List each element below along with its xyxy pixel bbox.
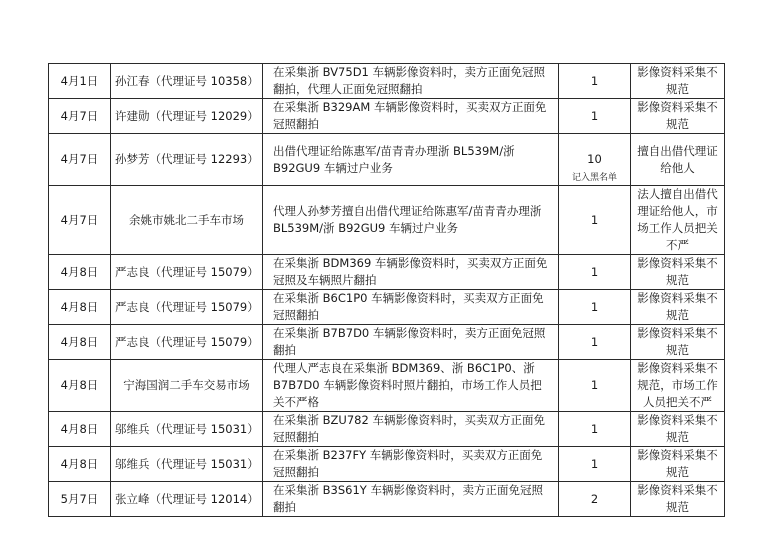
row-count-text: 1 [590, 421, 599, 436]
row-name [111, 482, 263, 517]
row-name-text: 邬维兵（代理证号 15031） [115, 421, 259, 436]
row-note-text: 影像资料采集不规范 [637, 65, 718, 96]
row-cause [263, 412, 559, 447]
row-note-text: 影像资料采集不规范 [637, 291, 718, 322]
row-cause-text: 在采集浙 BV75D1 车辆影像资料时，卖方正面免冠照翻拍，代理人正面免冠照翻拍 [273, 65, 546, 96]
row-cause-text: 在采集浙 B7B7D0 车辆影像资料时，卖方正面免冠照翻拍 [273, 326, 546, 357]
row-name [111, 360, 263, 412]
row-name [111, 64, 263, 99]
row-name [111, 186, 263, 255]
row-name-text: 严志良（代理证号 15079） [115, 334, 259, 349]
row-name-text: 孙梦芳（代理证号 12293） [115, 152, 259, 166]
row-note [631, 360, 725, 412]
row-cause-text: 在采集浙 B6C1P0 车辆影像资料时，买卖双方正面免冠照翻拍 [273, 291, 544, 322]
row-note [631, 482, 725, 517]
row-note-text: 影像资料采集不规范 [637, 413, 718, 444]
row-note [631, 134, 725, 186]
table-row [49, 64, 725, 99]
row-count-text: 1 [590, 212, 599, 227]
row-date [49, 99, 111, 134]
row-cause-text: 在采集浙 B237FY 车辆影像资料时，买卖双方正面免冠照翻拍 [273, 448, 543, 479]
row-name [111, 325, 263, 360]
row-date-text: 5月7日 [60, 491, 99, 506]
row-cause [263, 99, 559, 134]
row-cause-text: 在采集浙 B329AM 车辆影像资料时，买卖双方正面免冠照翻拍 [273, 100, 547, 131]
violation-table [48, 63, 725, 517]
row-cause [263, 290, 559, 325]
row-cause [263, 360, 559, 412]
row-note-text: 擅自出借代理证给他人 [637, 143, 718, 175]
row-note [631, 290, 725, 325]
row-name [111, 99, 263, 134]
row-date [49, 447, 111, 482]
row-count [559, 134, 631, 186]
row-date-text: 4月7日 [60, 152, 99, 166]
row-cause-text: 代理人严志良在采集浙 BDM369、浙 B6C1P0、浙 B7B7D0 车辆影像资料时照片翻拍，市场工作人员把关不严格 [273, 361, 542, 409]
row-count [559, 64, 631, 99]
row-count [559, 255, 631, 290]
row-note [631, 255, 725, 290]
row-date [49, 64, 111, 99]
row-name-text: 严志良（代理证号 15079） [115, 299, 259, 314]
row-note-text: 影像资料采集不规范 [637, 100, 718, 131]
row-cause [263, 186, 559, 255]
table-row [49, 186, 725, 255]
row-count-text: 1 [590, 378, 599, 392]
row-note [631, 186, 725, 255]
row-note-text: 影像资料采集不规范 [637, 448, 718, 479]
row-cause [263, 325, 559, 360]
table-row [49, 482, 725, 517]
table-row [49, 447, 725, 482]
row-cause [263, 255, 559, 290]
table-row [49, 290, 725, 325]
row-name [111, 134, 263, 186]
row-date-text: 4月7日 [60, 108, 99, 123]
row-date-text: 4月8日 [60, 421, 99, 436]
row-name-text: 严志良（代理证号 15079） [115, 264, 259, 279]
row-name-text: 许建勋（代理证号 12029） [115, 108, 259, 123]
row-note [631, 412, 725, 447]
row-note [631, 325, 725, 360]
row-count [559, 412, 631, 447]
row-date-text: 4月8日 [60, 299, 99, 314]
row-date [49, 482, 111, 517]
table-row [49, 325, 725, 360]
row-cause [263, 447, 559, 482]
row-note-text: 法人擅自出借代理证给他人，市场工作人员把关不严 [637, 187, 718, 252]
row-date [49, 325, 111, 360]
row-cause-text: 在采集浙 B3S61Y 车辆影像资料时，卖方正面免冠照翻拍 [273, 483, 543, 514]
row-cause-text: 出借代理证给陈惠军/苗青青办理浙 BL539M/浙 B92GU9 车辆过户业务 [273, 143, 515, 175]
table-row [49, 360, 725, 412]
row-date [49, 412, 111, 447]
row-date-text: 4月8日 [60, 378, 99, 392]
row-count-text: 1 [590, 334, 599, 349]
row-name [111, 255, 263, 290]
row-count [559, 447, 631, 482]
row-date-text: 4月8日 [60, 264, 99, 279]
row-cause-text: 在采集浙 BDM369 车辆影像资料时，买卖双方正面免冠照及车辆照片翻拍 [273, 256, 548, 287]
row-count [559, 99, 631, 134]
row-count-text: 1 [590, 108, 599, 123]
row-date [49, 134, 111, 186]
row-count [559, 290, 631, 325]
table-row [49, 412, 725, 447]
row-note-text: 影像资料采集不规范，市场工作人员把关不严 [637, 361, 718, 409]
row-count-text: 1 [590, 73, 599, 88]
row-count [559, 325, 631, 360]
row-count-text: 2 [590, 491, 599, 506]
row-count [559, 360, 631, 412]
row-name-text: 孙江春（代理证号 10358） [115, 73, 259, 88]
row-name-text: 邬维兵（代理证号 15031） [115, 456, 259, 471]
row-name-text: 张立峰（代理证号 12014） [115, 491, 259, 506]
row-name [111, 447, 263, 482]
table-row [49, 255, 725, 290]
row-count-text: 1 [590, 299, 599, 314]
row-date-text: 4月7日 [60, 212, 99, 227]
row-name [111, 412, 263, 447]
row-cause [263, 134, 559, 186]
row-count-text: 1 [590, 264, 599, 279]
row-note-text: 影像资料采集不规范 [637, 483, 718, 514]
blacklist-note: 记入黑名单 [571, 173, 617, 183]
row-cause-text: 代理人孙梦芳擅自出借代理证给陈惠军/苗青青办理浙 BL539M/浙 B92GU9 车辆过户业务 [273, 204, 542, 235]
row-count-text: 10 [587, 152, 602, 166]
row-cause [263, 482, 559, 517]
row-date-text: 4月8日 [60, 334, 99, 349]
row-date [49, 360, 111, 412]
row-note [631, 447, 725, 482]
row-note [631, 64, 725, 99]
table-row [49, 134, 725, 186]
row-cause [263, 64, 559, 99]
row-name-text: 宁海国润二手车交易市场 [123, 378, 250, 392]
row-count [559, 482, 631, 517]
row-date-text: 4月8日 [60, 456, 99, 471]
row-count-text: 1 [590, 456, 599, 471]
table-body [49, 64, 725, 517]
row-date-text: 4月1日 [60, 73, 99, 88]
row-note-text: 影像资料采集不规范 [637, 256, 718, 287]
row-date [49, 290, 111, 325]
row-count [559, 186, 631, 255]
row-date [49, 255, 111, 290]
row-cause-text: 在采集浙 BZU782 车辆影像资料时，买卖双方正面免冠照翻拍 [273, 413, 545, 444]
row-note-text: 影像资料采集不规范 [637, 326, 718, 357]
row-date [49, 186, 111, 255]
row-note [631, 99, 725, 134]
row-name-text: 余姚市姚北二手车市场 [129, 212, 244, 227]
table-row [49, 99, 725, 134]
row-name [111, 290, 263, 325]
